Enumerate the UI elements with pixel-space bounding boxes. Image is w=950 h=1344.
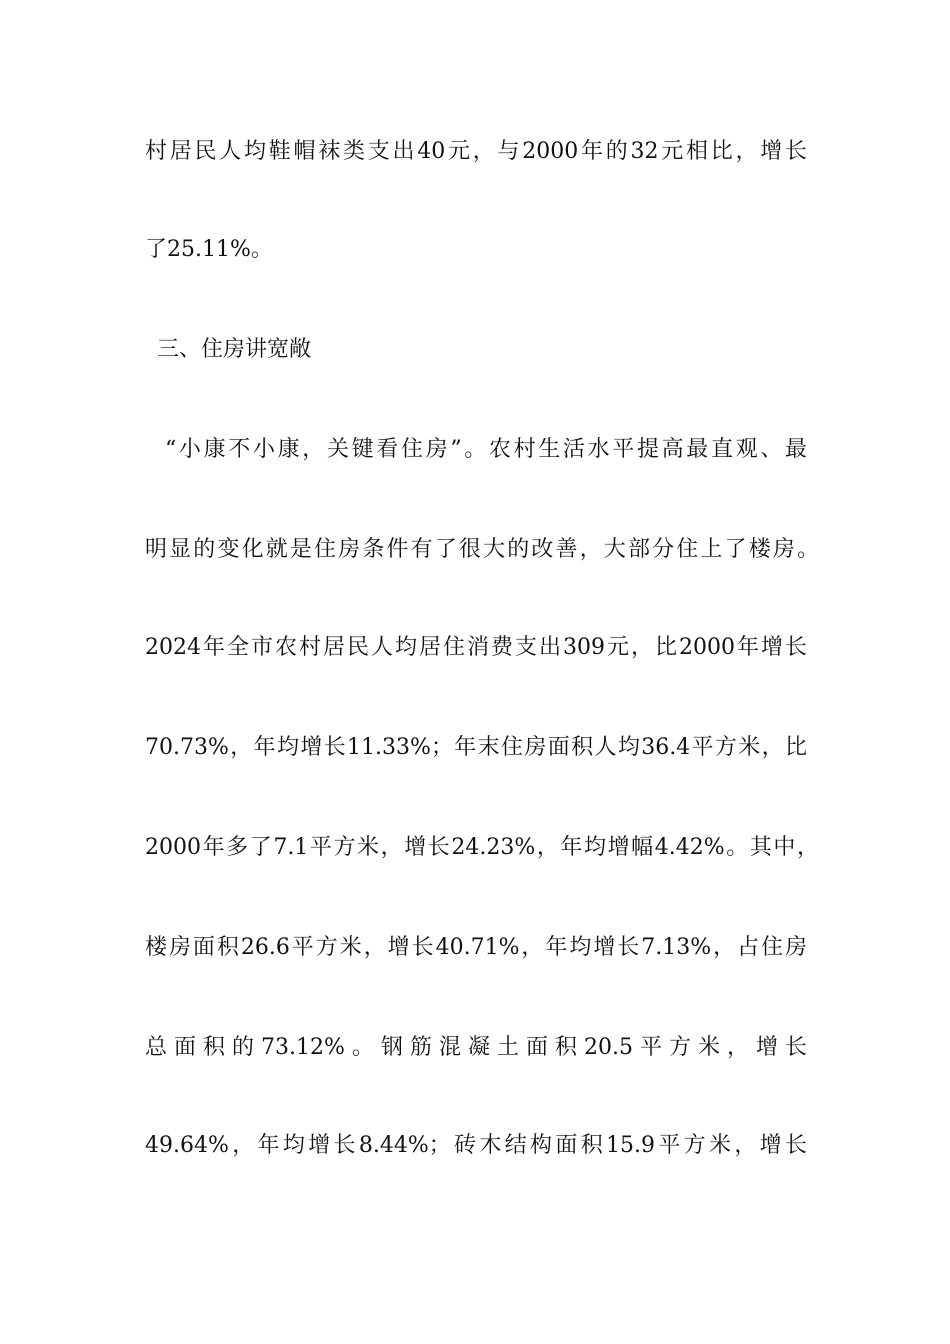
section-heading: 三、住房讲宽敞	[157, 337, 312, 362]
text-line-9: 楼房面积26.6平方米，增长40.71%，年均增长7.13%，占住房	[145, 935, 807, 960]
text-line-8: 2000年多了7.1平方米，增长24.23%，年均增幅4.42%。其中，	[145, 835, 819, 860]
text-line-1: 村居民人均鞋帽袜类支出40元，与2000年的32元相比，增长	[145, 139, 807, 164]
text-line-7: 70.73%，年均增长11.33%；年末住房面积人均36.4平方米，比	[145, 735, 807, 760]
text-line-11: 49.64%，年均增长8.44%；砖木结构面积15.9平方米，增长	[145, 1133, 807, 1158]
paragraph-first-line: “小康不小康，关键看住房”。农村生活水平提高最直观、最	[165, 437, 807, 462]
text-line-6: 2024年全市农村居民人均居住消费支出309元，比2000年增长	[145, 635, 807, 660]
text-line-10: 总面积的73.12%。钢筋混凝土面积20.5平方米，增长	[145, 1035, 807, 1060]
text-line-5: 明显的变化就是住房条件有了很大的改善，大部分住上了楼房。	[145, 537, 819, 562]
text-line-2: 了25.11%。	[145, 237, 273, 262]
